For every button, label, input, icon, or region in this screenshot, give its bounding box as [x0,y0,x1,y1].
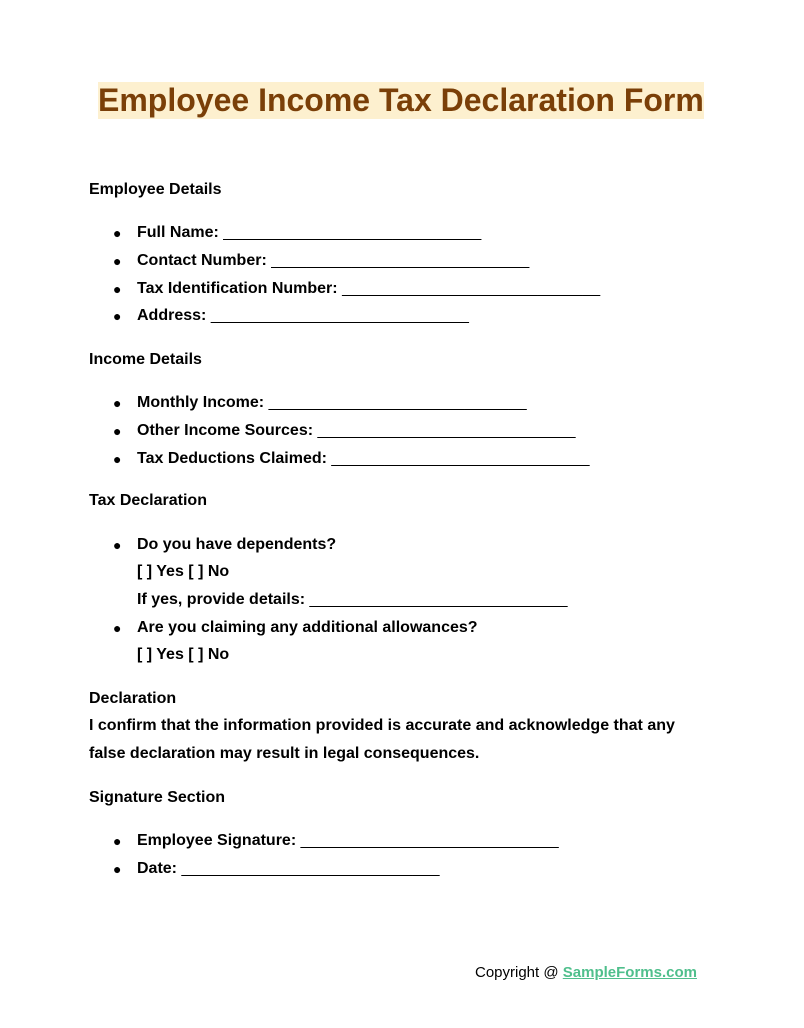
bullet-icon: ● [113,833,122,849]
bullet-icon: ● [113,423,122,439]
field-label: Date: [137,860,178,877]
bullet-icon: ● [113,225,122,241]
bullet-icon: ● [113,308,122,324]
field-blank[interactable]: _____________________________ [342,280,601,297]
bullet-icon: ● [113,395,122,411]
field-blank[interactable]: _____________________________ [271,252,530,269]
dependents-options[interactable]: [ ] Yes [ ] No [137,563,230,580]
employee-details-heading: Employee Details [89,181,222,198]
field-label: Other Income Sources: [137,422,314,439]
field-blank[interactable]: _____________________________ [331,450,590,467]
signature-heading: Signature Section [89,789,226,806]
declaration-heading: Declaration [89,690,177,707]
income-details-heading: Income Details [89,351,202,368]
field-label: Full Name: [137,224,219,241]
bullet-icon: ● [113,281,122,297]
field-label: Employee Signature: [137,832,297,849]
dependents-details-field[interactable] [137,590,568,610]
field-blank[interactable]: _____________________________ [300,832,559,849]
sampleforms-link[interactable]: SampleForms.com [562,964,697,981]
declaration-text: I confirm that the information provided is accurate and acknowledge that any false declaration may result in legal consequences. [89,717,675,762]
field-label: Address: [137,307,207,324]
bullet-icon: ● [113,620,122,636]
other-income-field[interactable] [137,421,576,441]
address-field[interactable] [137,306,469,326]
allowances-question: Are you claiming any additional allowances? [137,619,478,636]
page-title: Employee Income Tax Declaration Form [98,82,704,118]
bullet-icon: ● [113,451,122,467]
field-blank[interactable]: _____________________________ [268,394,527,411]
footer-copyright [475,963,697,983]
field-label: If yes, provide details: [137,591,306,608]
monthly-income-field[interactable] [137,393,527,413]
field-label: Tax Deductions Claimed: [137,450,327,467]
copyright-text: Copyright @ [475,964,563,981]
bullet-icon: ● [113,537,122,553]
bullet-icon: ● [113,861,122,877]
employee-signature-field[interactable] [137,831,559,851]
field-blank[interactable]: _____________________________ [317,422,576,439]
allowances-options[interactable]: [ ] Yes [ ] No [137,646,230,663]
field-label: Contact Number: [137,252,267,269]
contact-number-field[interactable] [137,251,529,271]
field-blank[interactable]: _____________________________ [309,591,568,608]
field-blank[interactable]: _____________________________ [210,307,469,324]
field-blank[interactable]: _____________________________ [181,860,440,877]
date-field[interactable] [137,859,440,879]
field-label: Monthly Income: [137,394,265,411]
field-blank[interactable]: _____________________________ [223,224,482,241]
tax-deductions-field[interactable] [137,449,589,469]
full-name-field[interactable] [137,223,481,243]
bullet-icon: ● [113,253,122,269]
tax-declaration-heading: Tax Declaration [89,492,207,509]
field-label: Tax Identification Number: [137,280,338,297]
tax-id-field[interactable] [137,279,600,299]
dependents-question: Do you have dependents? [137,536,337,553]
